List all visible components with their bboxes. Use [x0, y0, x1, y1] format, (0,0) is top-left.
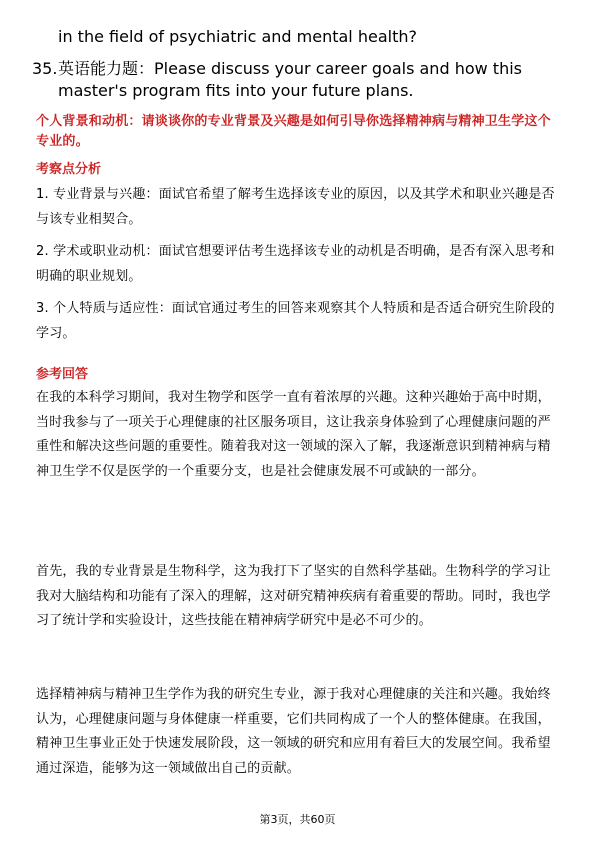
analysis-item-2: 2. 学术或职业动机：面试官想要评估考生选择该专业的动机是否明确，是否有深入思考和明确的职业规划。 — [36, 244, 555, 284]
question-number: 35. — [32, 59, 58, 78]
previous-question-tail: in the field of psychiatric and mental health? — [58, 27, 417, 46]
answer-paragraph-3: 选择精神病与精神卫生学作为我的研究生专业，源于我对心理健康的关注和兴趣。我始终认为，心理健康问题与身体健康一样重要，它们共同构成了一个人的整体健康。在我国，精神卫生事业正处于快速发展阶段，这一领域的研究和应用有着巨大的发展空间。我希望通过深造，能够为这一领域做出自己的贡献。 — [36, 687, 551, 776]
sub-question: 个人背景和动机：请谈谈你的专业背景及兴趣是如何引导你选择精神病与精神卫生学这个专业的。 — [36, 114, 551, 149]
answer-paragraph-2: 首先，我的专业背景是生物科学，这为我打下了坚实的自然科学基础。生物科学的学习让我对大脑结构和功能有了深入的理解，这对研究精神疾病有着重要的帮助。同时，我也学习了统计学和实验设计，这些技能在精神病学研究中是必不可少的。 — [36, 564, 551, 628]
analysis-item-3: 3. 个人特质与适应性：面试官通过考生的回答来观察其个人特质和是否适合研究生阶段的学习。 — [36, 301, 555, 341]
analysis-heading: 考察点分析 — [36, 162, 102, 177]
question-line-1: 英语能力题：Please discuss your career goals and how this — [58, 59, 522, 78]
analysis-item-1: 1. 专业背景与兴趣：面试官希望了解考生选择该专业的原因，以及其学术和职业兴趣是否与该专业相契合。 — [36, 187, 555, 227]
answer-paragraph-1: 在我的本科学习期间，我对生物学和医学一直有着浓厚的兴趣。这种兴趣始于高中时期，当时我参与了一项关于心理健康的社区服务项目，这让我亲身体验到了心理健康问题的严重性和解决这些问题的重要性。随着我对这一领域的深入了解，我逐渐意识到精神病与精神卫生学不仅是医学的一个重要分支，也是社会健康发展不可或缺的一部分。 — [36, 390, 551, 479]
answer-heading: 参考回答 — [36, 367, 89, 382]
question-line-2: master's program fits into your future plans. — [58, 81, 414, 100]
page-footer: 第3页，共60页 — [259, 813, 336, 826]
